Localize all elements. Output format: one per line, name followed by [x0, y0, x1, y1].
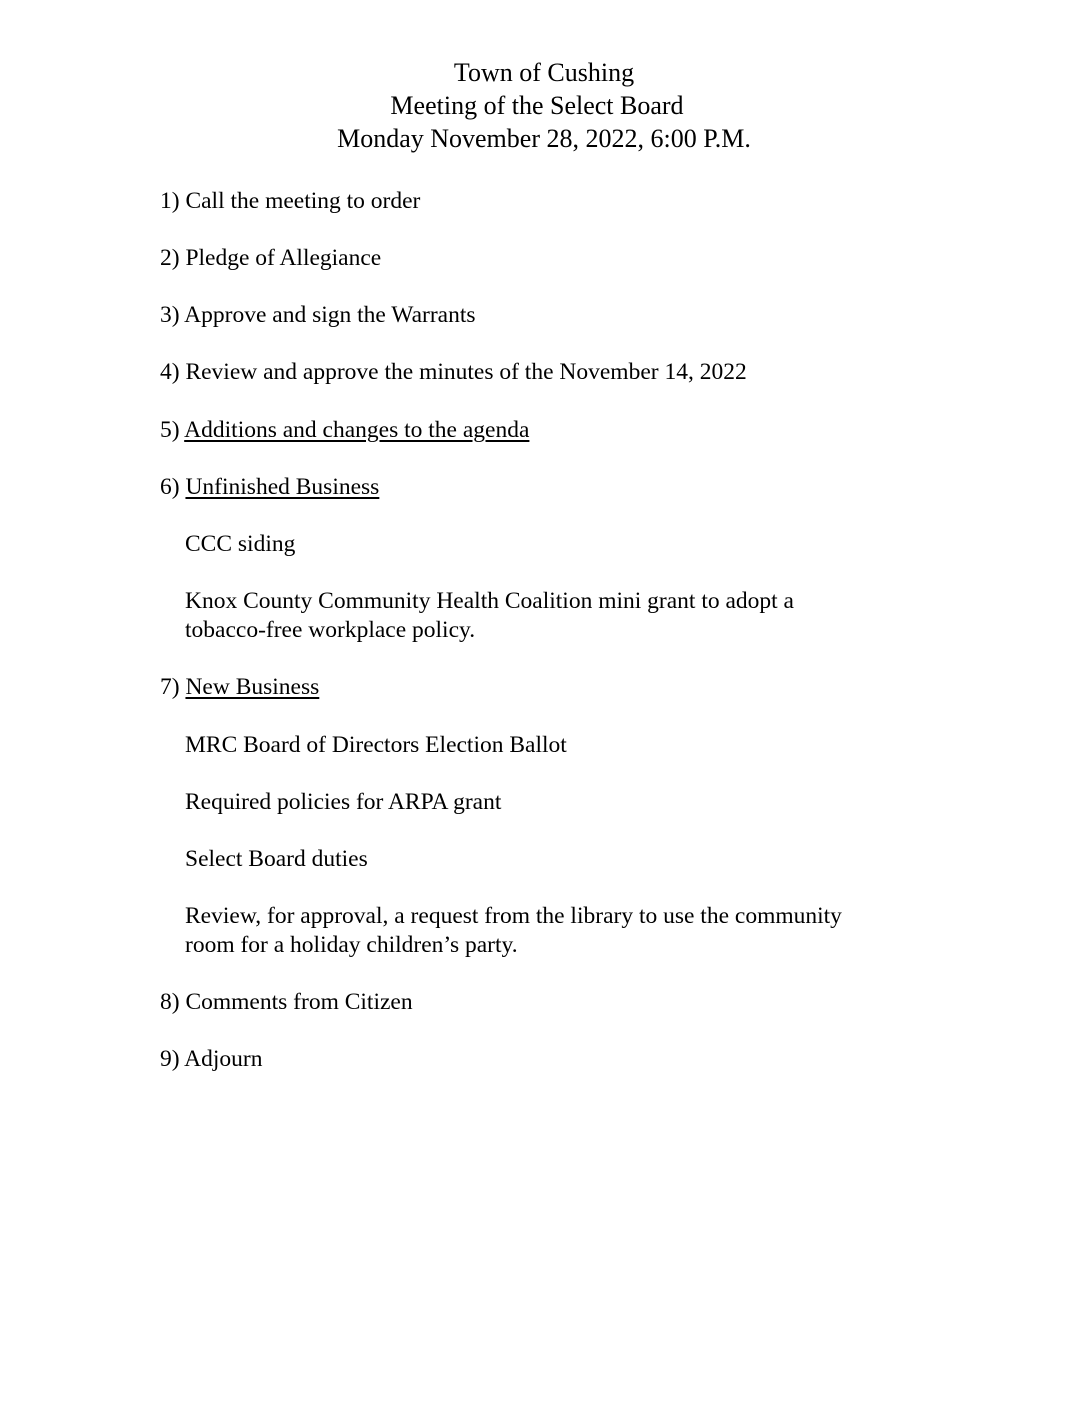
item-number: 2): [160, 245, 180, 271]
agenda-header: [0, 56, 1088, 155]
item-number: 3): [160, 302, 180, 328]
item-number: 6): [160, 474, 180, 500]
sub-item-health-coalition-line-2: tobacco-free workplace policy.: [185, 617, 476, 643]
item-text: Comments from Citizen: [185, 989, 413, 1015]
sub-item-library-request-line-1: Review, for approval, a request from the library to use the community: [185, 903, 842, 929]
item-heading: Unfinished Business: [185, 474, 380, 500]
sub-item-library-request-line-2: room for a holiday children’s party.: [185, 932, 518, 958]
item-number: 8): [160, 989, 180, 1015]
agenda-item-3: [160, 301, 476, 329]
agenda-item-8: [160, 988, 413, 1016]
agenda-item-9: [160, 1045, 263, 1073]
sub-item-mrc-ballot: MRC Board of Directors Election Ballot: [185, 732, 567, 758]
meeting-date-time: Monday November 28, 2022, 6:00 P.M.: [337, 124, 751, 153]
item-heading: New Business: [185, 674, 320, 700]
item-text: Call the meeting to order: [185, 188, 421, 214]
item-heading: Additions and changes to the agenda: [184, 417, 530, 443]
sub-item-arpa-policies: Required policies for ARPA grant: [185, 789, 502, 815]
item-text: Adjourn: [184, 1046, 263, 1072]
agenda-item-1: [160, 187, 420, 215]
item-number: 5): [160, 417, 180, 443]
sub-item-health-coalition-line-1: Knox County Community Health Coalition mini grant to adopt a: [185, 588, 794, 614]
sub-item-ccc-siding: CCC siding: [185, 531, 296, 557]
item-number: 1): [160, 188, 180, 214]
meeting-title: Meeting of the Select Board: [390, 91, 684, 120]
agenda-item-2: [160, 244, 381, 272]
agenda-item-6: [160, 473, 379, 501]
sub-item-select-board-duties: Select Board duties: [185, 846, 368, 872]
item-text: Review and approve the minutes of the November 14, 2022: [185, 359, 747, 385]
agenda-item-4: [160, 358, 747, 386]
item-number: 4): [160, 359, 180, 385]
item-number: 7): [160, 674, 180, 700]
town-name: Town of Cushing: [453, 58, 635, 87]
item-number: 9): [160, 1046, 180, 1072]
item-text: Pledge of Allegiance: [185, 245, 382, 271]
agenda-item-5: [160, 416, 529, 444]
item-text: Approve and sign the Warrants: [184, 302, 476, 328]
agenda-item-7: [160, 673, 319, 701]
